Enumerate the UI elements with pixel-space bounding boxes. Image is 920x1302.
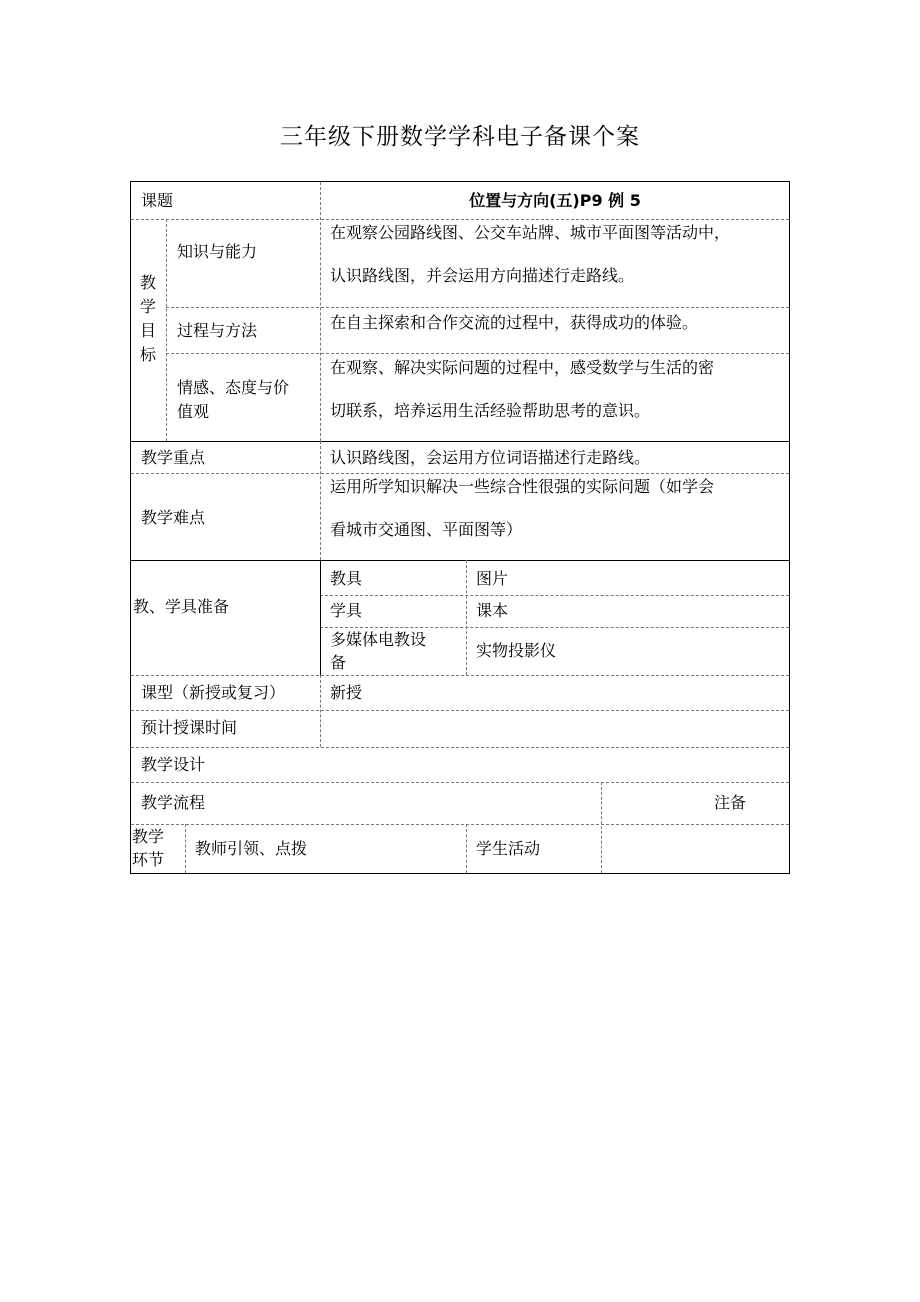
knowledge-line-1: 在观察公园路线图、公交车站牌、城市平面图等活动中，	[330, 223, 731, 242]
process-label: 过程与方法	[177, 321, 258, 340]
lesson-type-value: 新授	[330, 683, 363, 702]
lesson-plan-table	[130, 181, 790, 874]
objectives-label-char-1: 教	[140, 273, 157, 292]
teacher-guide-label: 教师引领、点拨	[195, 839, 308, 858]
difficulty-line-1: 运用所学知识解决一些综合性很强的实际问题（如学会	[330, 477, 715, 496]
emotion-line-1: 在观察、解决实际问题的过程中，感受数学与生活的密	[330, 358, 715, 377]
objectives-label-char-3: 目	[140, 321, 157, 340]
teacher-tools-label: 教具	[330, 569, 363, 588]
stage-label-line-2: 环节	[132, 850, 165, 869]
topic-label: 课题	[141, 191, 174, 210]
media-label-line-1: 多媒体电教设	[330, 630, 427, 649]
planned-time-label: 预计授课时间	[141, 718, 238, 737]
process-value: 在自主探索和合作交流的过程中，获得成功的体验。	[330, 313, 699, 332]
difficulty-label: 教学难点	[141, 508, 206, 527]
emotion-label-line-2: 值观	[177, 402, 210, 421]
topic-value: 位置与方向(五)P9 例 5	[469, 191, 641, 210]
focus-label: 教学重点	[141, 448, 206, 467]
emotion-label-line-1: 情感、态度与价	[177, 378, 290, 397]
design-label: 教学设计	[141, 755, 206, 774]
student-tools-value: 课本	[476, 601, 509, 620]
student-tools-label: 学具	[330, 601, 363, 620]
media-label-line-2: 备	[330, 653, 347, 672]
notes-label: 注备	[714, 793, 747, 812]
flow-label: 教学流程	[141, 793, 206, 812]
focus-value: 认识路线图，会运用方位词语描述行走路线。	[330, 448, 651, 467]
objectives-label-char-4: 标	[140, 345, 157, 364]
prep-label: 教、学具准备	[133, 597, 230, 616]
emotion-line-2: 切联系，培养运用生活经验帮助思考的意识。	[330, 401, 651, 420]
page-title: 三年级下册数学学科电子备课个案	[280, 124, 640, 150]
objectives-label-char-2: 学	[140, 297, 157, 316]
knowledge-line-2: 认识路线图，并会运用方向描述行走路线。	[330, 266, 635, 285]
lesson-type-label: 课型（新授或复习）	[141, 683, 286, 702]
knowledge-label: 知识与能力	[177, 242, 258, 261]
student-activity-label: 学生活动	[476, 839, 541, 858]
media-value: 实物投影仪	[476, 641, 557, 660]
stage-label-line-1: 教学	[132, 827, 165, 846]
teacher-tools-value: 图片	[476, 569, 509, 588]
difficulty-line-2: 看城市交通图、平面图等）	[330, 520, 523, 539]
